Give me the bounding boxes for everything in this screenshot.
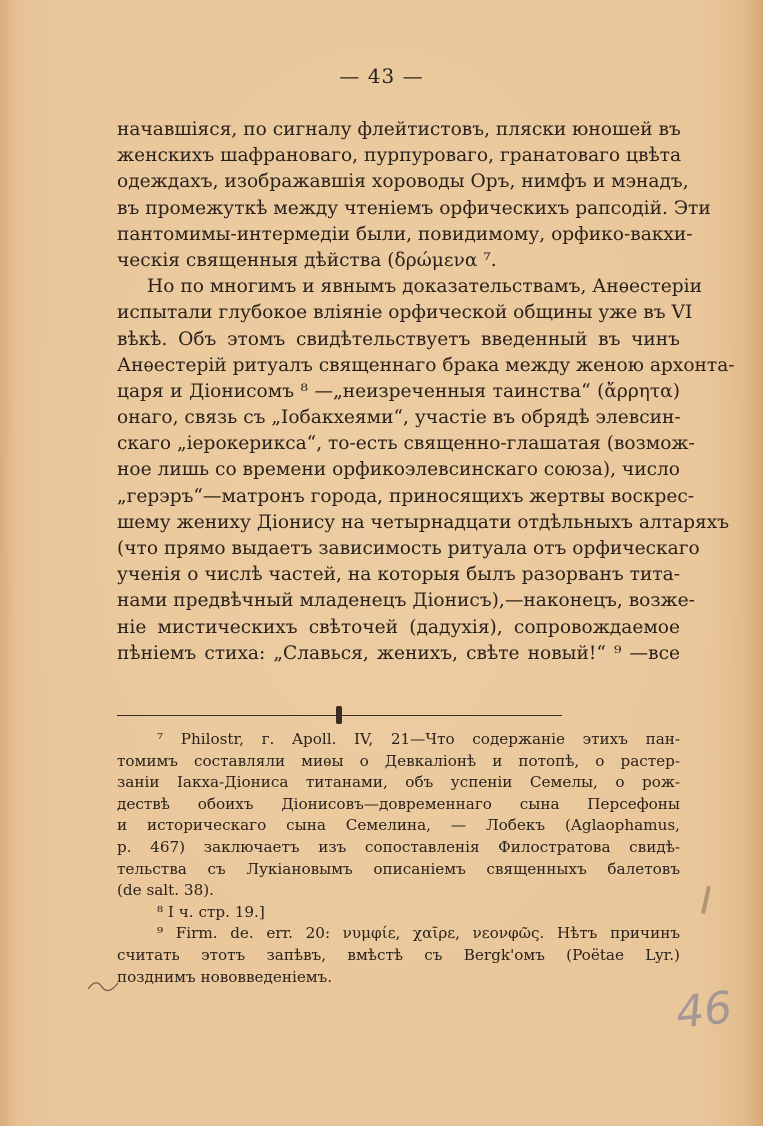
text-line: шему жениху Діонису на четырнадцати отдѣльныхъ алтаряхъ — [117, 511, 730, 533]
footnote-line: ⁷ Philostr, г. Apoll. IV, 21—Что содержаніе этихъ пан- — [157, 730, 680, 748]
text-line: одеждахъ, изображавшія хороводы Оръ, нимфъ и мэнадъ, — [117, 171, 689, 193]
text-line: пантомимы-интермедіи были, повидимому, орфико-вакхи- — [117, 223, 693, 245]
footnote-line: (de salt. 38). — [117, 881, 215, 900]
footnotes — [117, 729, 680, 988]
text-line: ніе мистическихъ свѣточей (дадухія), сопровождаемое — [117, 616, 680, 638]
text-line: ческія священныя дѣйства (δρώμενα ⁷. — [117, 249, 497, 271]
text-line: ное лишь со времени орфикоэлевсинскаго союза), число — [117, 459, 681, 481]
footnote-line: заніи Іакха-Діониса титанами, объ успеніи Семелы, о рож- — [117, 773, 680, 792]
text-line: ученія о числѣ частей, на которыя былъ разорванъ тита- — [117, 564, 680, 586]
pencil-squiggle — [86, 975, 120, 995]
text-line: женскихъ шафрановаго, пурпуроваго, гранатоваго цвѣта — [117, 145, 682, 167]
text-line: Анѳестерій ритуалъ священнаго брака между женою архонта- — [117, 354, 735, 376]
footnote-line: дествѣ обоихъ Діонисовъ—довременнаго сына Персефоны — [117, 794, 680, 813]
text-line: вѣкѣ. Объ этомъ свидѣтельствуетъ введенный въ чинъ — [117, 328, 680, 350]
text-line: испытали глубокое вліяніе орфической общины уже въ VI — [117, 302, 693, 324]
pencil-stroke — [701, 886, 711, 914]
text-line: Но по многимъ и явнымъ доказательствамъ, Анѳестеріи — [147, 276, 702, 298]
separator-mark — [336, 706, 342, 724]
footnote-line: считать этотъ запѣвъ, вмѣстѣ съ Bergk'омъ (Poëtae Lyr.) — [117, 945, 680, 964]
text-line: царя и Діонисомъ ⁸ —„неизреченныя таинства“ (ἄρρητα) — [117, 380, 680, 402]
text-line: нами предвѣчный младенецъ Діонисъ),—наконецъ, возже- — [117, 590, 695, 612]
page-number: — 43 — — [339, 64, 424, 88]
footnote-line: ⁹ Firm. de. err. 20: νυμφίε, χαῖρε, νεονφῶς. Нѣтъ причинъ — [157, 924, 680, 943]
text-line: „герэръ“—матронъ города, приносящихъ жертвы воскрес- — [117, 485, 695, 507]
main-text — [117, 117, 735, 667]
handwritten-page-note: 46 — [673, 982, 735, 1039]
text-line: скаго „іерокерикса“, то-есть священно-глашатая (возмож- — [117, 433, 695, 455]
footnote-line: p. 467) заключаетъ изъ сопоставленія Филостратова свидѣ- — [117, 837, 680, 856]
text-line: пѣніемъ стиха: „Славься, женихъ, свѣте новый!“ ⁹ —все — [117, 642, 680, 664]
text-line: начавшіяся, по сигналу флейтистовъ, пляски юношей въ — [117, 119, 681, 140]
text-line: (что прямо выдаетъ зависимость ритуала отъ орфическаго — [117, 538, 700, 559]
footnote-line: позднимъ нововведеніемъ. — [117, 967, 333, 986]
footnote-line: томимъ составляли миѳы о Девкаліонѣ и потопѣ, о растер- — [117, 751, 680, 770]
footnote-line: тельства съ Лукіановымъ описаніемъ священныхъ балетовъ — [117, 859, 680, 878]
text-line: въ промежуткѣ между чтеніемъ орфическихъ рапсодій. Эти — [117, 197, 711, 219]
footnote-line: ⁸ I ч. стр. 19.] — [157, 902, 265, 921]
footnote-line: и историческаго сына Семелина, — Лобекъ (Aglaophamus, — [117, 816, 680, 835]
text-line: онаго, связь съ „Іобакхеями“, участіе въ обрядѣ элевсин- — [117, 407, 681, 429]
